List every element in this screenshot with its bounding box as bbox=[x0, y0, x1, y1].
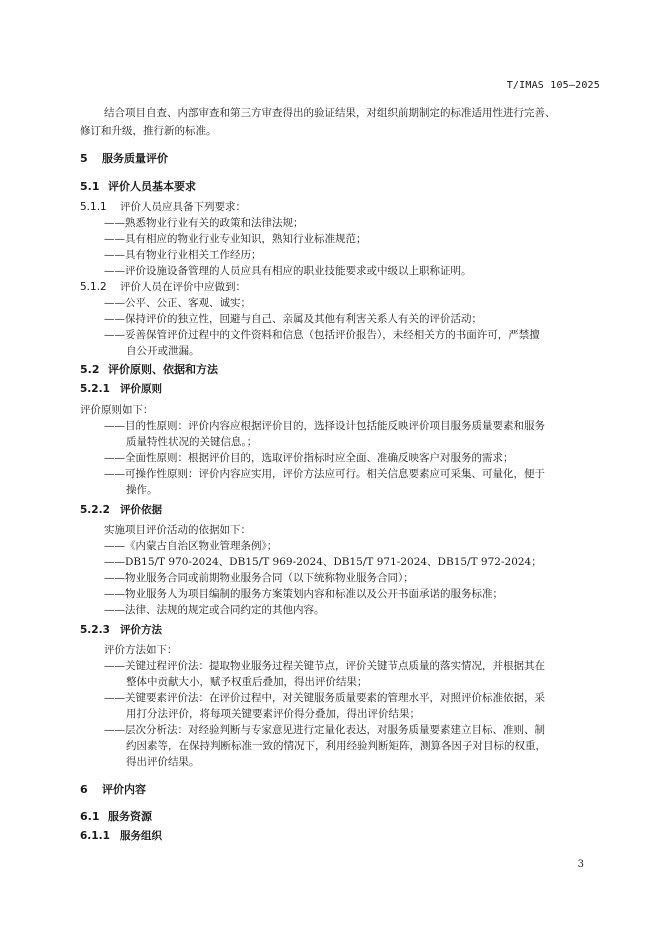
paragraph-lead: 评价原则如下： bbox=[80, 404, 154, 416]
section-number: 6.1 bbox=[80, 810, 100, 823]
section-5-1-heading bbox=[80, 180, 196, 194]
section-5-2-3-heading bbox=[80, 623, 162, 637]
list-item: ——DB15/T 970-2024、DB15/T 969-2024、DB15/T 971-2024、DB15/T 972-2024； bbox=[104, 556, 542, 568]
section-title: 评价人员基本要求 bbox=[108, 180, 196, 193]
list-item: ——评价设施设备管理的人员应具有相应的职业技能要求或中级以上职称证明。 bbox=[104, 265, 472, 277]
section-6-1-1-heading bbox=[80, 829, 162, 843]
section-number: 6.1.1 bbox=[80, 830, 110, 842]
section-number: 6 bbox=[80, 783, 88, 796]
section-6-1-heading bbox=[80, 810, 152, 824]
section-title: 评价原则 bbox=[120, 383, 162, 395]
document-code: T/IMAS 105—2025 bbox=[506, 80, 600, 91]
section-title: 服务组织 bbox=[120, 830, 162, 842]
section-6-heading bbox=[80, 783, 146, 797]
list-item-continuation: 操作。 bbox=[126, 484, 158, 496]
list-item: ——目的性原则：评价内容应根据评价目的，选择设计包括能反映评价项目服务质量要素和服务 bbox=[104, 420, 545, 432]
list-item-continuation: 用打分法评价，将每项关键要素评价得分叠加，得出评价结果； bbox=[126, 708, 420, 720]
section-title: 服务质量评价 bbox=[102, 152, 168, 165]
list-item: ——妥善保管评价过程中的文件资料和信息（包括评价报告），未经相关方的书面许可，严禁擅 bbox=[104, 329, 540, 341]
intro-line-2: 修订和升级，推行新的标准。 bbox=[80, 125, 217, 137]
page-number: 3 bbox=[577, 859, 584, 870]
paragraph-lead: 评价方法如下： bbox=[104, 644, 178, 656]
section-5-heading bbox=[80, 152, 168, 166]
section-title: 评价依据 bbox=[120, 504, 162, 516]
list-item: ——具有物业行业相关工作经历； bbox=[104, 249, 262, 261]
section-number: 5.1 bbox=[80, 180, 100, 193]
list-item: ——关键过程评价法：提取物业服务过程关键节点，评价关键节点质量的落实情况，并根据其在 bbox=[104, 660, 545, 672]
section-title: 评价原则、依据和方法 bbox=[108, 363, 218, 376]
list-item: ——《内蒙古自治区物业管理条例》； bbox=[104, 540, 278, 552]
section-title: 评价方法 bbox=[120, 624, 162, 636]
list-item: ——可操作性原则：评价内容应实用，评价方法应可行。相关信息要素应可采集、可量化，便于 bbox=[104, 468, 545, 480]
section-title: 服务资源 bbox=[108, 810, 152, 823]
list-item-continuation: 整体中贡献大小，赋予权重后叠加，得出评价结果； bbox=[126, 676, 368, 688]
list-item: ——物业服务人为项目编制的服务方案策划内容和标准以及公开书面承诺的服务标准； bbox=[104, 588, 503, 600]
clause-number: 5.1.1 bbox=[80, 201, 107, 213]
list-item: ——具有相应的物业行业专业知识，熟知行业标准规范； bbox=[104, 233, 367, 245]
clause-text: 评价人员在评价中应做到： bbox=[120, 281, 246, 293]
list-item-continuation: 质量特性状况的关键信息。； bbox=[126, 436, 258, 448]
clause-5-1-1 bbox=[80, 200, 246, 214]
section-5-2-2-heading bbox=[80, 503, 162, 517]
clause-text: 评价人员应具备下列要求： bbox=[120, 201, 246, 213]
paragraph-lead: 实施项目评价活动的依据如下： bbox=[104, 524, 251, 536]
section-number: 5.2.1 bbox=[80, 383, 110, 395]
list-item: ——保持评价的独立性，回避与自己、亲属及其他有利害关系人有关的评价活动； bbox=[104, 313, 482, 325]
section-title: 评价内容 bbox=[102, 783, 146, 796]
section-number: 5 bbox=[80, 152, 88, 165]
list-item: ——关键要素评价法：在评价过程中，对关键服务质量要素的管理水平，对照评价标准依据，采 bbox=[104, 692, 545, 704]
section-5-2-heading bbox=[80, 363, 218, 377]
clause-5-1-2 bbox=[80, 280, 246, 294]
section-number: 5.2.2 bbox=[80, 504, 110, 516]
section-5-2-1-heading bbox=[80, 382, 162, 396]
clause-number: 5.1.2 bbox=[80, 281, 107, 293]
intro-line-1: 结合项目自查、内部审查和第三方审查得出的验证结果，对组织前期制定的标准适用性进行完善、 bbox=[104, 107, 556, 119]
list-item-continuation: 得出评价结果。 bbox=[126, 756, 200, 768]
section-number: 5.2 bbox=[80, 363, 100, 376]
list-item: ——熟悉物业行业有关的政策和法律法规； bbox=[104, 217, 304, 229]
list-item: ——全面性原则：根据评价目的，选取评价指标时应全面、准确反映客户对服务的需求； bbox=[104, 452, 514, 464]
list-item: ——法律、法规的规定或合同约定的其他内容。 bbox=[104, 604, 325, 616]
list-item: ——物业服务合同或前期物业服务合同（以下统称物业服务合同）； bbox=[104, 572, 414, 584]
list-item-continuation: 自公开或泄漏。 bbox=[126, 345, 200, 357]
list-item: ——层次分析法：对经验判断与专家意见进行定量化表达，对服务质量要素建立目标、准则、制 bbox=[104, 724, 545, 736]
section-number: 5.2.3 bbox=[80, 624, 110, 636]
list-item: ——公平、公正、客观、诚实； bbox=[104, 297, 251, 309]
list-item-continuation: 约因素等，在保持判断标准一致的情况下，利用经验判断矩阵，测算各因子对目标的权重， bbox=[126, 740, 546, 752]
